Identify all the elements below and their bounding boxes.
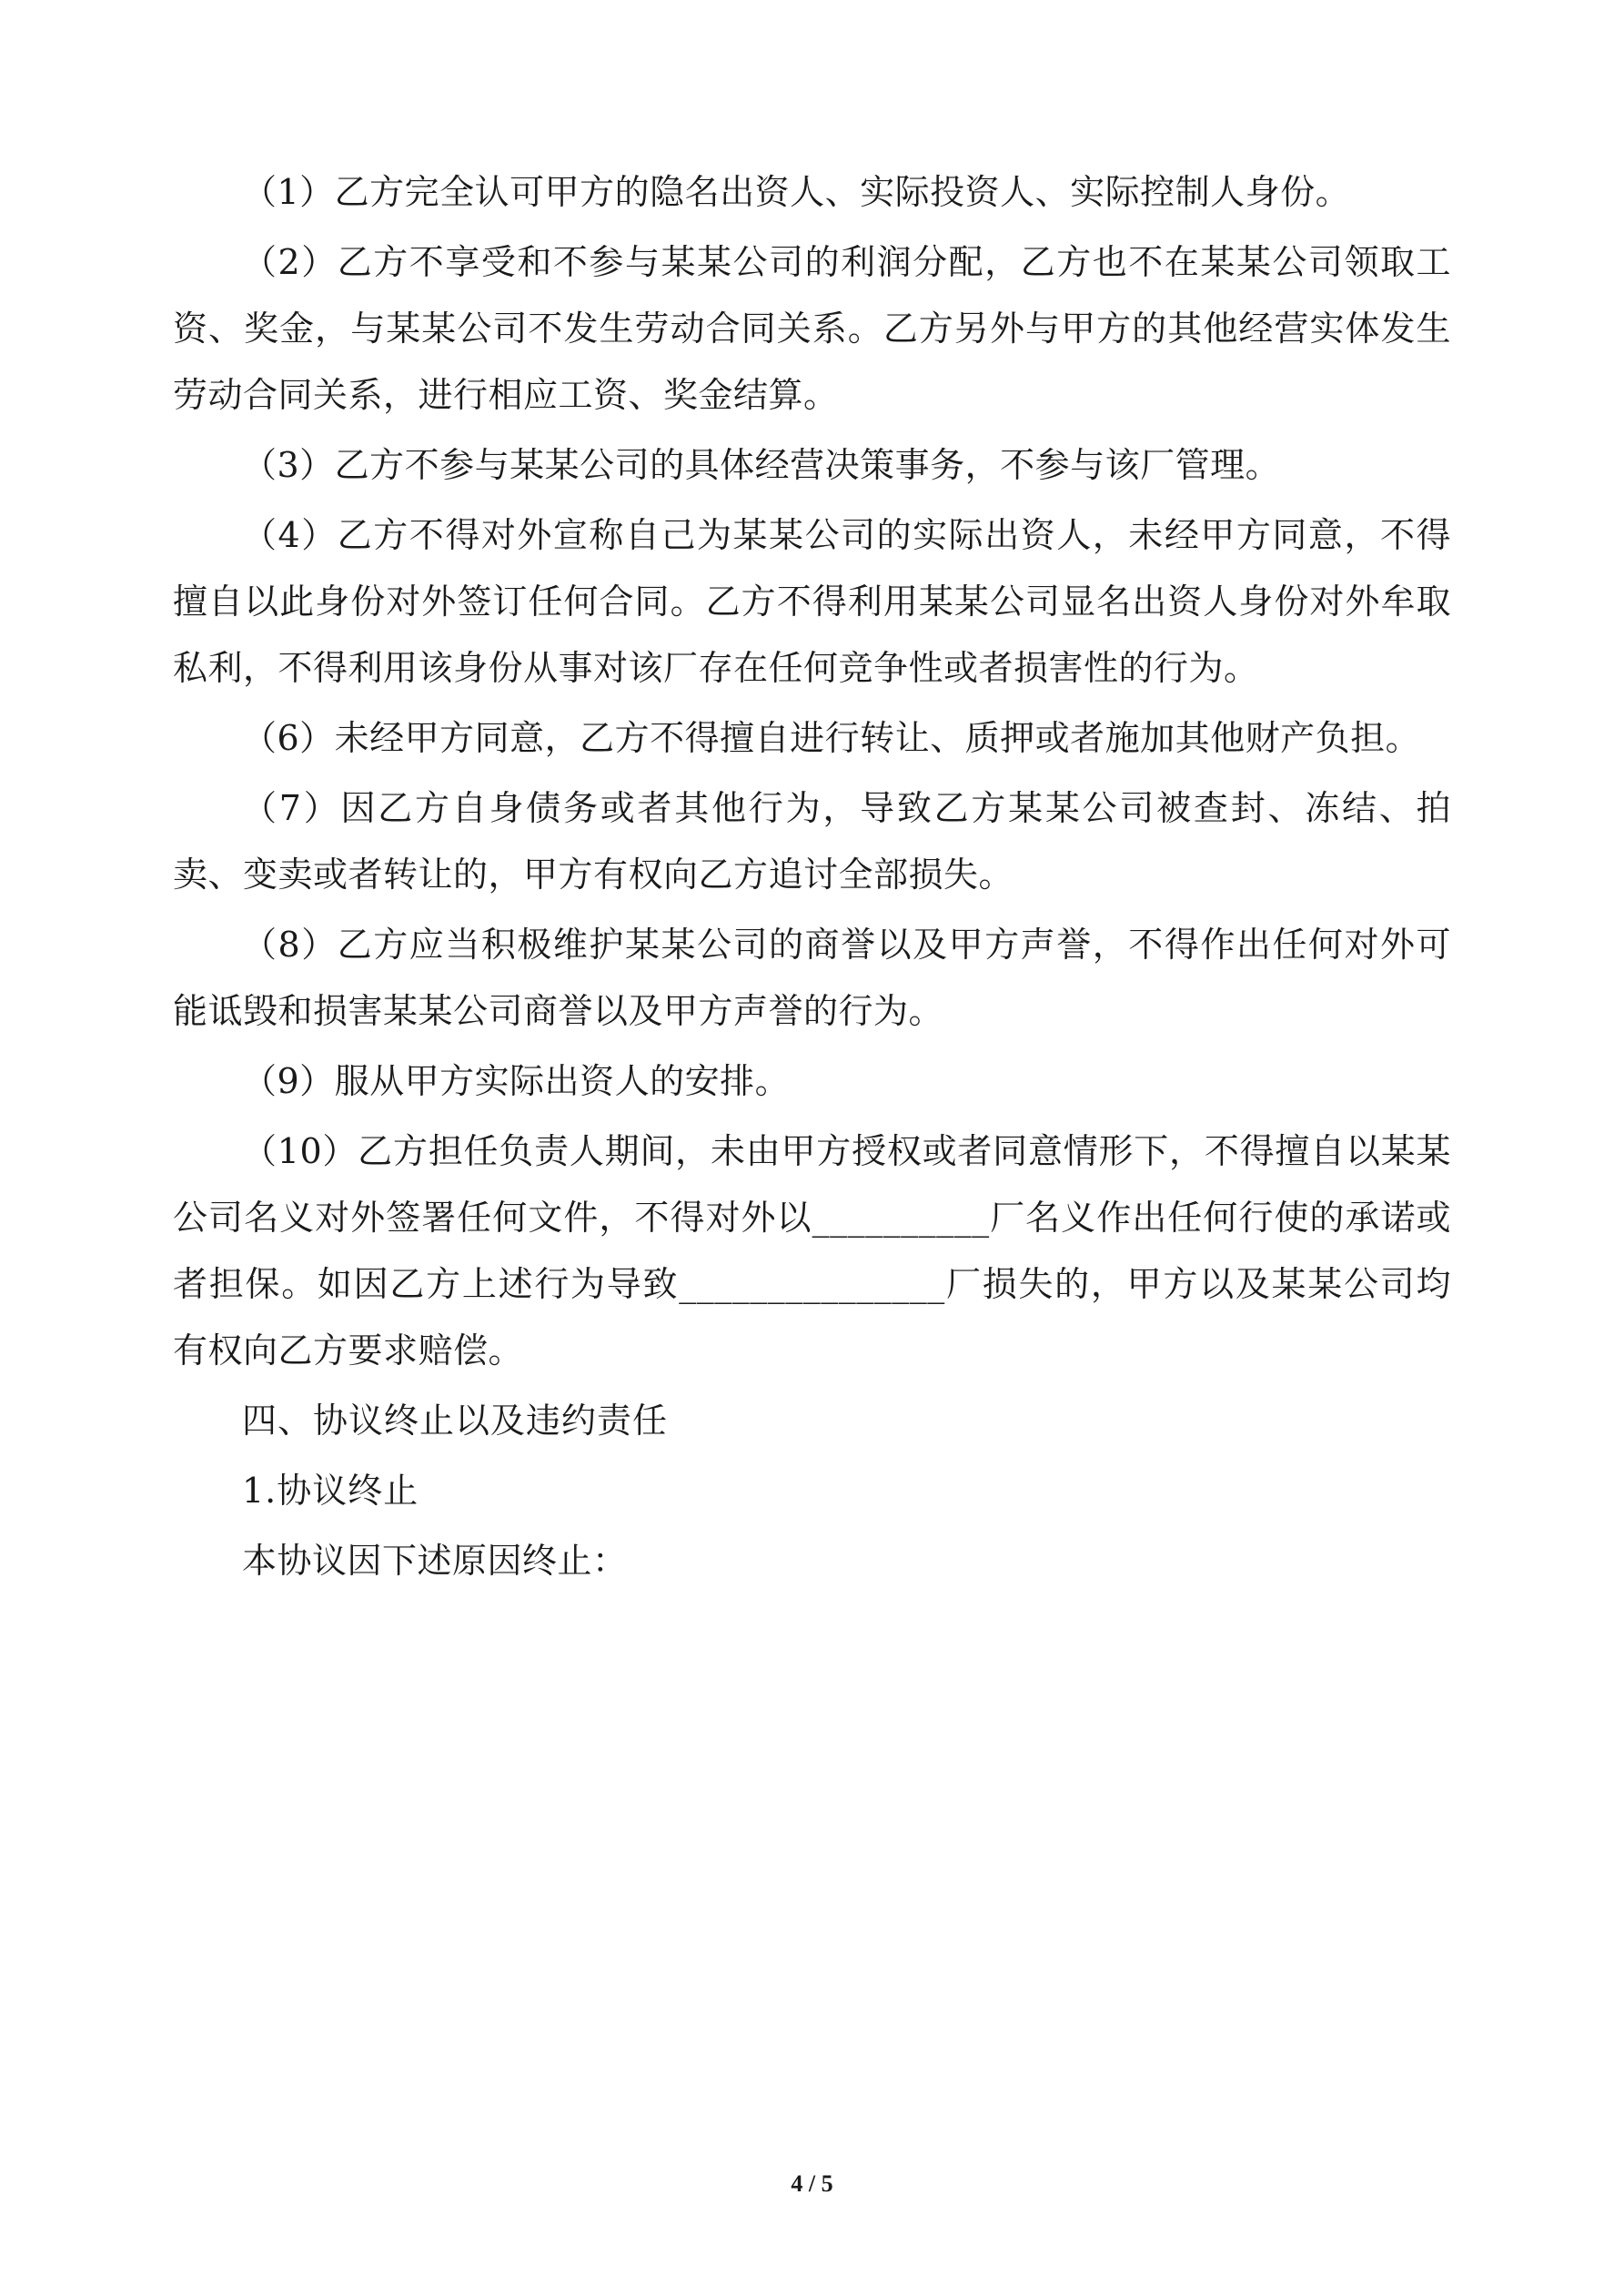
clause-paragraph-8: （8）乙方应当积极维护某某公司的商誉以及甲方声誉，不得作出任何对外可能诋毁和损害某某公司商誉以及甲方声誉的行为。	[173, 925, 1451, 1031]
clause-paragraph-3: （3）乙方不参与某某公司的具体经营决策事务，不参与该厂管理。	[242, 445, 1281, 485]
clause-paragraph-10: （10）乙方担任负责人期间，未由甲方授权或者同意情形下，不得擅自以某某公司名义对外签署任何文件，不得对外以__________厂名义作出任何行使的承诺或者担保。如因乙方上述行为导致_______________厂损失的，甲方以及某某公司均有权向乙方要求赔偿。	[173, 1131, 1451, 1371]
clause-paragraph-7: （7）因乙方自身债务或者其他行为，导致乙方某某公司被查封、冻结、拍卖、变卖或者转让的，甲方有权向乙方追讨全部损失。	[173, 788, 1451, 895]
clause-paragraph-4: （4）乙方不得对外宣称自己为某某公司的实际出资人，未经甲方同意，不得擅自以此身份对外签订任何合同。乙方不得利用某某公司显名出资人身份对外牟取私利，不得利用该身份从事对该厂存在任何竞争性或者损害性的行为。	[173, 515, 1451, 688]
subsection-heading-termination: 1.协议终止	[242, 1471, 419, 1511]
clause-paragraph-2: （2）乙方不享受和不参与某某公司的利润分配，乙方也不在某某公司领取工资、奖金，与某某公司不发生劳动合同关系。乙方另外与甲方的其他经营实体发生劳动合同关系，进行相应工资、奖金结算。	[173, 242, 1451, 415]
clause-paragraph-1: （1）乙方完全认可甲方的隐名出资人、实际投资人、实际控制人身份。	[242, 172, 1351, 212]
section-heading-four: 四、协议终止以及违约责任	[242, 1401, 669, 1441]
document-body	[173, 159, 1451, 1598]
clause-paragraph-9: （9）服从甲方实际出资人的安排。	[242, 1061, 791, 1101]
termination-intro-paragraph: 本协议因下述原因终止：	[242, 1541, 628, 1581]
clause-paragraph-6: （6）未经甲方同意，乙方不得擅自进行转让、质押或者施加其他财产负担。	[242, 718, 1421, 758]
page-number: 4 / 5	[791, 2170, 833, 2197]
